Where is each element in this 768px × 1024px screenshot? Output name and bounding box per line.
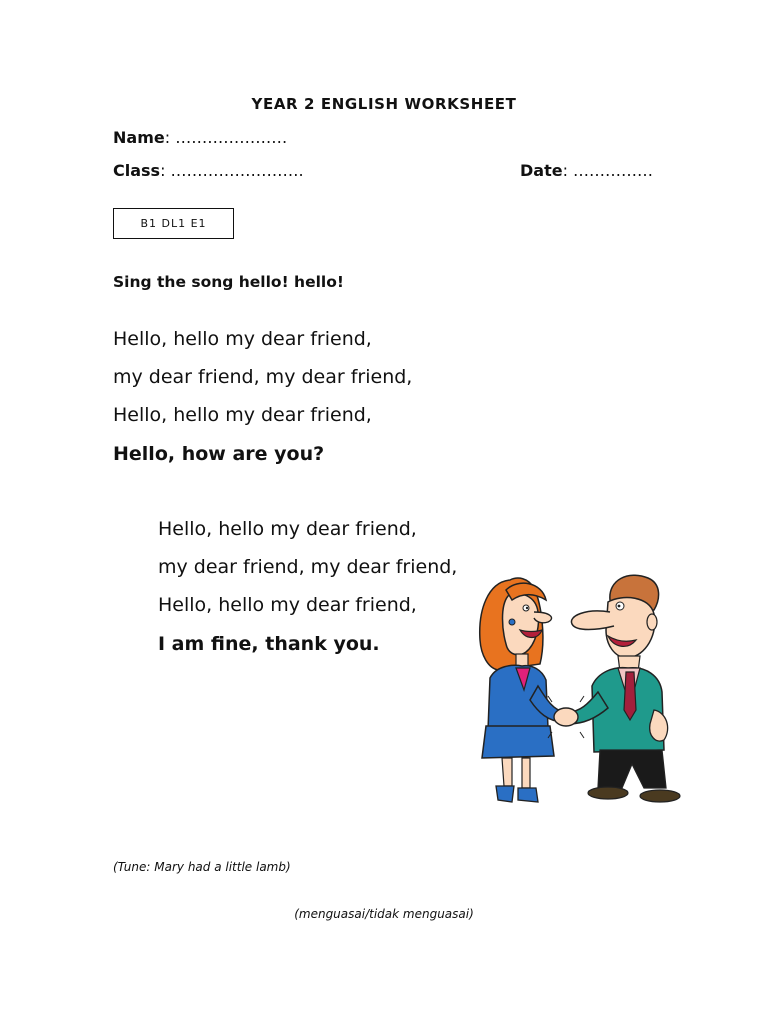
instruction-text: Sing the song hello! hello!	[113, 273, 344, 291]
shaking-hands	[548, 696, 584, 738]
worksheet-title: YEAR 2 ENGLISH WORKSHEET	[251, 95, 517, 113]
name-label: Name	[113, 128, 165, 147]
verse1-line-2: my dear friend, my dear friend,	[113, 366, 413, 388]
verse2-line-3: Hello, hello my dear friend,	[158, 594, 417, 616]
tune-note: (Tune: Mary had a little lamb)	[113, 860, 291, 874]
name-blank: : …………………	[164, 128, 288, 147]
verse1-line-1: Hello, hello my dear friend,	[113, 328, 372, 350]
verse1-line-3: Hello, hello my dear friend,	[113, 404, 372, 426]
date-blank: : ……………	[562, 161, 654, 180]
verse2-line-1: Hello, hello my dear friend,	[158, 518, 417, 540]
class-label: Class	[113, 161, 161, 180]
name-field	[113, 128, 287, 147]
handshake-illustration	[468, 560, 688, 815]
standard-code-box: B1 DL1 E1	[113, 208, 234, 239]
woman-figure	[480, 578, 564, 802]
date-field	[520, 161, 653, 180]
verse2-closing-line: I am fine, thank you.	[158, 633, 380, 655]
man-figure	[568, 575, 680, 802]
class-field	[113, 161, 304, 180]
verse2-line-2: my dear friend, my dear friend,	[158, 556, 458, 578]
assessment-note: (menguasai/tidak menguasai)	[294, 907, 474, 921]
verse1-closing-line: Hello, how are you?	[113, 443, 325, 465]
class-blank: : …………………….	[160, 161, 304, 180]
date-label: Date	[520, 161, 563, 180]
